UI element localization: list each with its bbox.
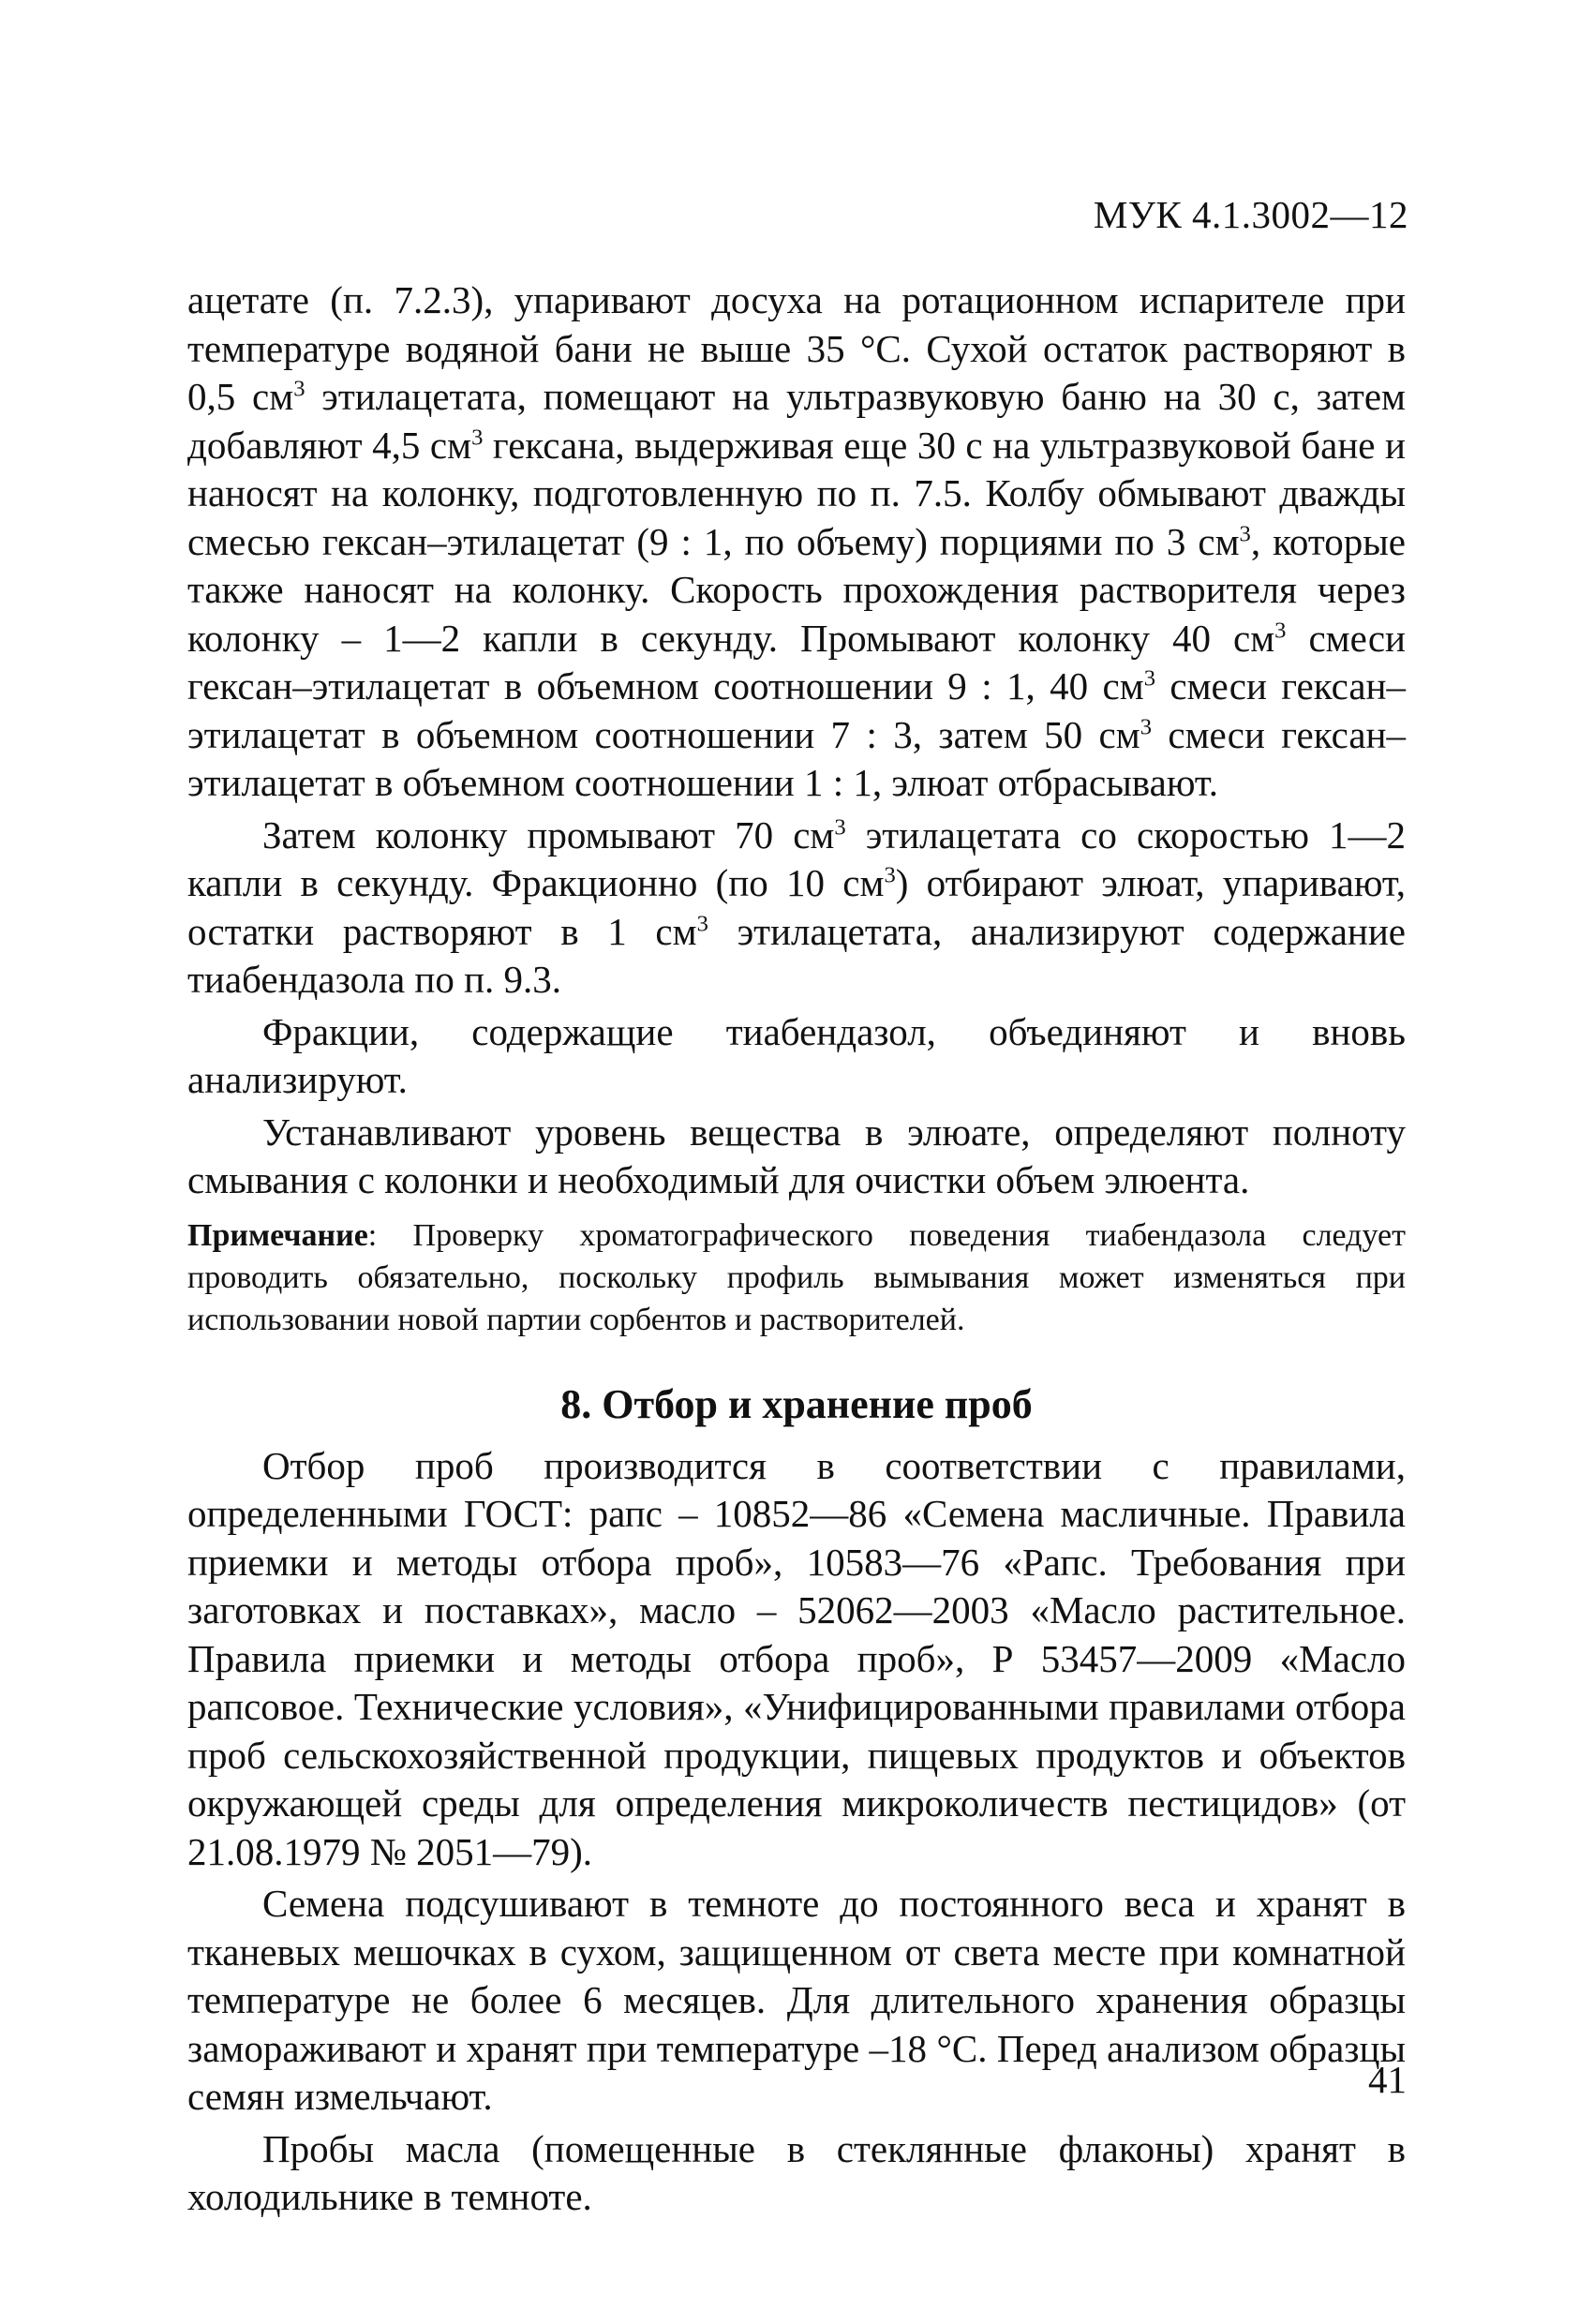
paragraph-level: Устанавливают уровень вещества в элюате, определяют полноту смывания с колонки и необходимый для очистки объем элюента.	[187, 1110, 1406, 1201]
page-number: 41	[1368, 2058, 1407, 2101]
document-code-header: МУК 4.1.3002—12	[1093, 193, 1408, 236]
superscript: 3	[884, 862, 896, 888]
text-run: смеси гексан–этилацетат в объемном соотношении 1 : 1, элюат отбрасывают.	[187, 712, 1406, 804]
superscript: 3	[1143, 665, 1155, 692]
superscript: 3	[696, 910, 708, 936]
note	[187, 1214, 1406, 1341]
text-run: этилацетата со скоростью 1—2 капли в секунду. Фракционно (по 10 см	[187, 812, 1407, 904]
superscript: 3	[1140, 713, 1152, 739]
section-heading: 8. Отбор и хранение проб	[560, 1380, 1033, 1427]
superscript: 3	[471, 424, 484, 450]
text-run: Затем колонку промывают 70 см	[262, 812, 835, 857]
paragraph-oil-storage: Пробы масла (помещенные в стеклянные флаконы) хранят в холодильнике в темноте.	[187, 2126, 1406, 2218]
text-run: , которые также наносят на колонку. Скорость прохождения растворителя через колонку – 1—2 капли в секунду. Промывают колонку 40 см	[187, 519, 1406, 660]
superscript: 3	[834, 813, 846, 840]
text-run: гексана, выдерживая еще 30 с на ультразвуковой бане и наносят на колонку, подготовленную по п. 7.5. Колбу обмывают дважды смесью гексан–этилацетат (9 : 1, по объему) порциями по 3 см	[187, 423, 1406, 563]
paragraph-column-loading	[187, 276, 1406, 808]
text-run: ) отбирают элюат, упаривают, остатки растворяют в 1 см	[187, 861, 1406, 953]
superscript: 3	[293, 376, 305, 402]
note-text: : Проверку хроматографического поведения тиабендазола следует проводить обязательно, поскольку профиль вымывания может изменяться при использовании новой партии сорбентов и растворителей.	[187, 1217, 1406, 1337]
text-run: этилацетата, анализируют содержание тиабендазола по п. 9.3.	[187, 909, 1407, 1001]
note-label: Примечание	[187, 1217, 368, 1253]
paragraph-sampling: Отбор проб производится в соответствии с правилами, определенными ГОСТ: рапс – 10852—86 «Семена масличные. Правила приемки и методы отбора проб», 10583—76 «Рапс. Требования при заготовках и поставках», масло – 52062—2003 «Масло растительное. Правила приемки и методы отбора проб», Р 53457—2009 «Масло рапсовое. Технические условия», «Унифицированными правилами отбора проб сельскохозяйственной продукции, пищевых продуктов и объектов окружающей среды для определения микроколичеств пестицидов» (от 21.08.1979 № 2051—79).	[187, 1443, 1406, 1873]
paragraph-fractions: Фракции, содержащие тиабендазол, объединяют и вновь анализируют.	[187, 1009, 1406, 1101]
text-run: смеси гексан–этилацетат в объемном соотношении 7 : 3, затем 50 см	[187, 664, 1406, 756]
paragraph-seed-storage: Семена подсушивают в темноте до постоянного веса и хранят в тканевых мешочках в сухом, защищенном от света месте при комнатной температуре не более 6 месяцев. Для длительного хранения образцы замораживают и хранят при температуре –18 °С. Перед анализом образцы семян измельчают.	[187, 1882, 1406, 2118]
superscript: 3	[1274, 617, 1287, 643]
superscript: 3	[1239, 520, 1251, 546]
text-run: ацетате (п. 7.2.3), упаривают досуха на ротационном испарителе при температуре водяной бани не выше 35 °С. Сухой остаток растворяют в 0,5 см	[187, 278, 1406, 418]
text-run: этилацетата, помещают на ультразвуковую баню на 30 с, затем добавляют 4,5 см	[187, 375, 1406, 467]
paragraph-elution	[187, 812, 1406, 1005]
page-content	[187, 276, 1406, 2222]
text-run: смеси гексан–этилацетат в объемном соотношении 9 : 1, 40 см	[187, 616, 1406, 708]
